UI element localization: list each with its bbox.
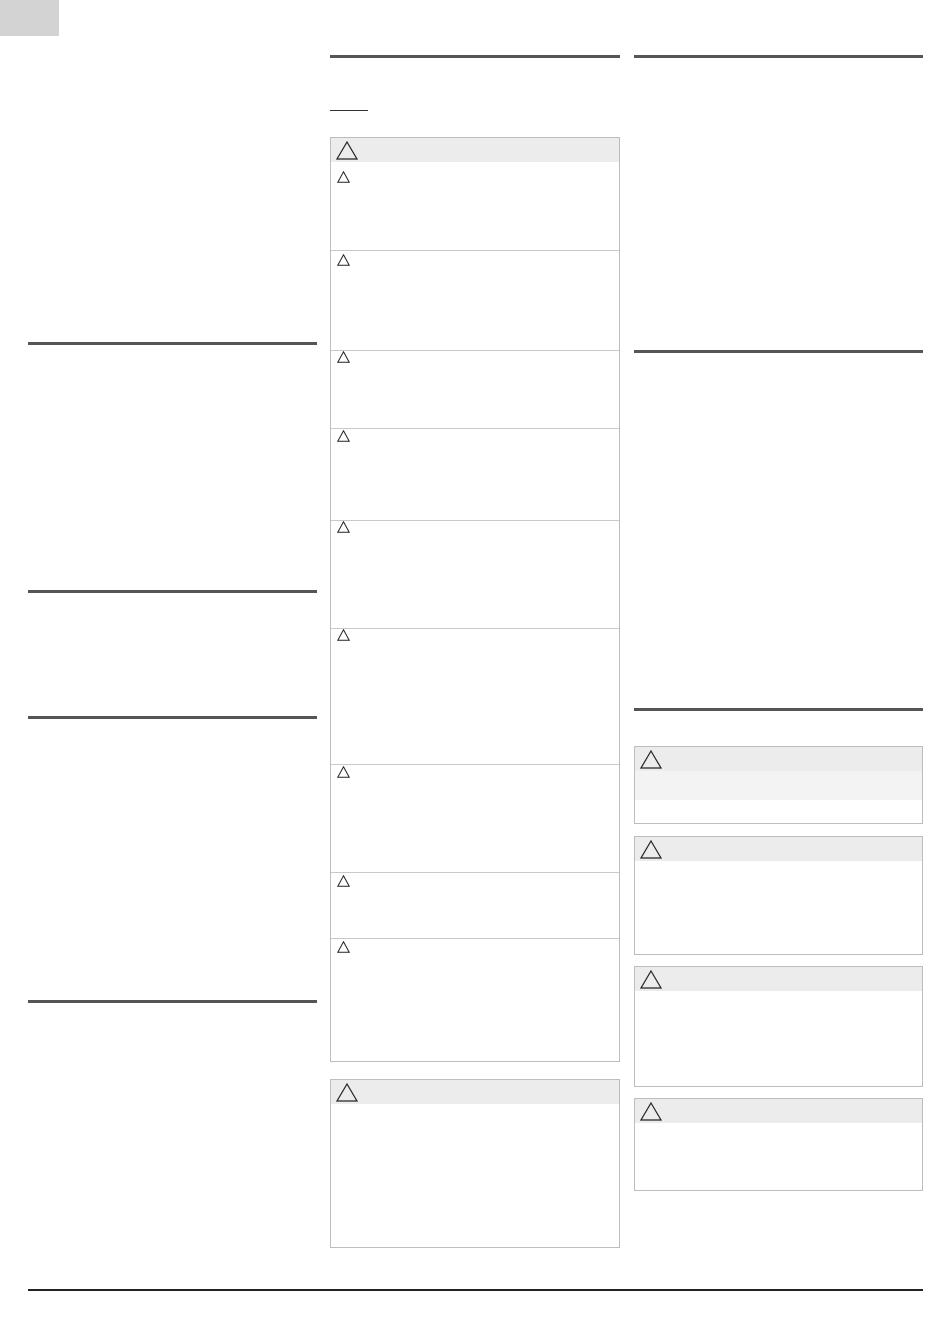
heading-underline: [330, 110, 368, 111]
list-divider: [331, 520, 619, 521]
section-rule-left-2: [28, 590, 317, 593]
warning-box-middle-lower: [330, 1079, 620, 1248]
list-divider: [331, 938, 619, 939]
warning-box-header: [635, 837, 922, 861]
list-divider: [331, 628, 619, 629]
warning-triangle-icon: [640, 1102, 662, 1121]
warning-triangle-icon: [336, 141, 358, 160]
warning-box-right-3: [634, 966, 923, 1087]
section-rule-left-4: [28, 1000, 317, 1003]
warning-triangle-icon: [337, 351, 350, 363]
warning-triangle-icon: [640, 970, 662, 989]
warning-box-list: [330, 137, 620, 1062]
warning-box-header: [331, 1080, 619, 1104]
section-rule-left-3: [28, 716, 317, 719]
warning-triangle-icon: [337, 875, 350, 887]
warning-triangle-icon: [640, 840, 662, 859]
section-rule-right-1: [634, 55, 923, 58]
warning-triangle-icon: [337, 629, 350, 641]
warning-box-right-2: [634, 836, 923, 955]
list-divider: [331, 764, 619, 765]
warning-box-header: [635, 747, 922, 771]
warning-triangle-icon: [337, 521, 350, 533]
warning-box-band: [635, 771, 922, 800]
list-divider: [331, 350, 619, 351]
section-rule-middle-1: [330, 55, 620, 58]
warning-triangle-icon: [337, 254, 350, 266]
section-rule-right-3: [634, 708, 923, 711]
warning-box-right-4: [634, 1098, 923, 1191]
footer-rule: [28, 1289, 923, 1291]
warning-box-header: [331, 138, 619, 162]
list-divider: [331, 428, 619, 429]
warning-triangle-icon: [336, 1083, 358, 1102]
section-rule-left-1: [28, 342, 317, 345]
section-rule-right-2: [634, 350, 923, 353]
warning-box-right-1: [634, 746, 923, 824]
warning-triangle-icon: [337, 171, 350, 183]
warning-triangle-icon: [337, 766, 350, 778]
corner-tab: [0, 0, 59, 36]
warning-triangle-icon: [640, 750, 662, 769]
warning-box-header: [635, 967, 922, 991]
list-divider: [331, 872, 619, 873]
warning-triangle-icon: [337, 430, 350, 442]
warning-box-header: [635, 1099, 922, 1123]
list-divider: [331, 250, 619, 251]
warning-triangle-icon: [337, 941, 350, 953]
